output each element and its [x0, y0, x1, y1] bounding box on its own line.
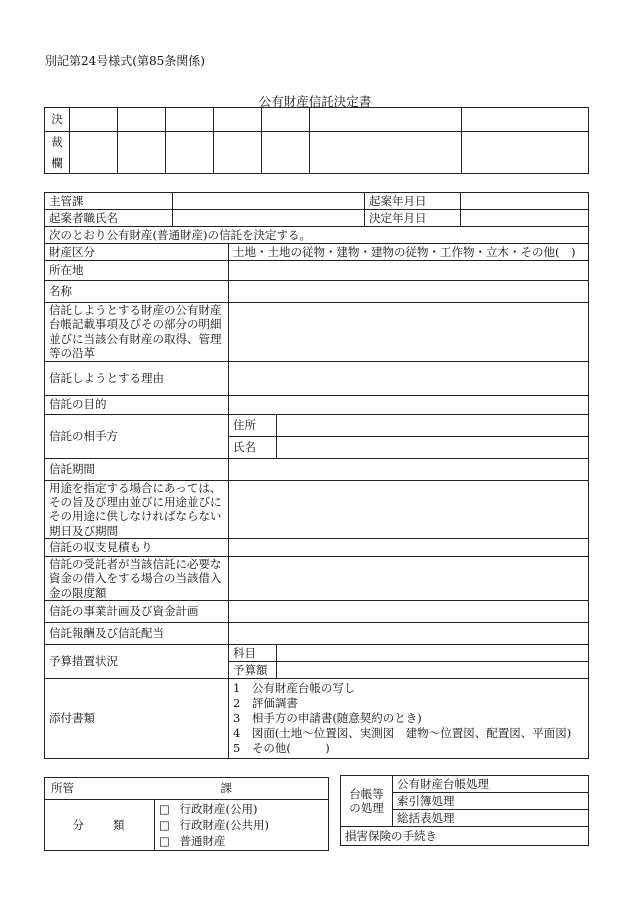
approval-label-char: 決	[45, 108, 70, 132]
document-title: 公有財産信託決定書	[258, 94, 372, 109]
decision-date-value[interactable]	[461, 210, 589, 227]
option-public-facility[interactable]: □ 行政財産(公共用)	[159, 818, 270, 832]
approval-cell[interactable]	[118, 108, 166, 132]
attachment-item: 4 図面(土地～位置図、実測図 建物～位置図、配置図、平面図)	[233, 726, 572, 741]
option-general-property[interactable]: □ 普通財産	[159, 834, 226, 848]
amount-value[interactable]	[277, 662, 589, 679]
dept-value[interactable]	[173, 193, 365, 210]
attach-label: 添付書類	[45, 679, 229, 759]
classification-options	[155, 800, 329, 851]
approval-cell[interactable]	[214, 108, 262, 132]
approval-table	[44, 107, 589, 174]
period-value[interactable]	[229, 458, 589, 480]
reason-label: 信託しようとする理由	[45, 361, 229, 395]
ledger-value[interactable]	[229, 303, 589, 362]
insurance-label: 損害保険の手続き	[341, 827, 589, 846]
location-label: 所在地	[45, 261, 229, 281]
counterparty-label: 信託の相手方	[45, 414, 229, 458]
name-label: 名称	[45, 281, 229, 303]
classification-table	[44, 777, 329, 851]
loan-value[interactable]	[229, 557, 589, 601]
balance-value[interactable]	[229, 539, 589, 557]
checkbox-icon[interactable]: □	[159, 834, 170, 848]
ledger-item: 公有財産台帳処理	[393, 776, 589, 793]
checkbox-icon[interactable]: □	[159, 802, 170, 816]
approval-cell[interactable]	[262, 108, 310, 132]
attachment-item: 2 評価調書	[233, 696, 298, 711]
drafter-value[interactable]	[173, 210, 365, 227]
ledger-processing-label: 台帳等の処理	[341, 776, 393, 827]
approval-cell[interactable]	[310, 108, 462, 132]
approval-cell[interactable]	[70, 132, 118, 174]
section-label: 課	[220, 781, 232, 796]
form-number-label: 別記第24号様式(第85条関係)	[45, 54, 205, 68]
purpose-label: 信託の目的	[45, 395, 229, 414]
reason-value[interactable]	[229, 361, 589, 395]
attachment-item: 5 その他( )	[233, 741, 330, 756]
plan-label: 信託の事業計画及び資金計画	[45, 601, 229, 623]
dept-label: 主管課	[45, 193, 173, 210]
approval-cell[interactable]	[462, 108, 589, 132]
approval-label-char: 欄	[45, 153, 70, 174]
jurisdiction-row	[45, 778, 329, 800]
usage-label: 用途を指定する場合にあっては、その旨及び理由並びに用途並びにその用途に供しなければならない期日及び期間	[45, 480, 229, 539]
attachment-item: 3 相手方の申請書(随意契約のとき)	[233, 711, 422, 726]
person-name-value[interactable]	[277, 436, 589, 458]
amount-label: 予算額	[229, 662, 277, 679]
ledger-processing-table	[340, 775, 589, 846]
approval-cell[interactable]	[214, 132, 262, 174]
location-value[interactable]	[229, 261, 589, 281]
approval-cell[interactable]	[310, 132, 462, 174]
approval-label-char: 裁	[45, 132, 70, 153]
decision-date-label: 決定年月日	[365, 210, 461, 227]
balance-label: 信託の収支見積もり	[45, 539, 229, 557]
jurisdiction-label: 所管	[51, 781, 74, 796]
drafter-label: 起案者職氏名	[45, 210, 173, 227]
account-value[interactable]	[277, 645, 589, 662]
ledger-label: 信託しようとする財産の公有財産台帳記載事項及びその部分の明細並びに当該公有財産の取得、管理等の沿革	[45, 303, 229, 362]
draft-date-value[interactable]	[461, 193, 589, 210]
ledger-item: 総括表処理	[393, 810, 589, 827]
ledger-item: 索引簿処理	[393, 793, 589, 810]
name-value[interactable]	[229, 281, 589, 303]
plan-value[interactable]	[229, 601, 589, 623]
account-label: 科目	[229, 645, 277, 662]
person-name-label: 氏名	[229, 436, 277, 458]
usage-value[interactable]	[229, 480, 589, 539]
decision-statement: 次のとおり公有財産(普通財産)の信託を決定する。	[45, 227, 589, 244]
budget-label: 予算措置状況	[45, 645, 229, 679]
approval-cell[interactable]	[462, 132, 589, 174]
draft-date-label: 起案年月日	[365, 193, 461, 210]
attachment-item: 1 公有財産台帳の写し	[233, 681, 356, 696]
approval-cell[interactable]	[70, 108, 118, 132]
approval-cell[interactable]	[166, 108, 214, 132]
approval-cell[interactable]	[262, 132, 310, 174]
approval-cell[interactable]	[118, 132, 166, 174]
fee-value[interactable]	[229, 623, 589, 645]
property-type-value: 土地・土地の従物・建物・建物の従物・工作物・立木・その他( )	[229, 244, 589, 261]
period-label: 信託期間	[45, 458, 229, 480]
property-type-label: 財産区分	[45, 244, 229, 261]
main-form-table	[44, 192, 589, 759]
option-public-use[interactable]: □ 行政財産(公用)	[159, 802, 258, 816]
attachment-list	[229, 679, 589, 759]
purpose-value[interactable]	[229, 395, 589, 414]
fee-label: 信託報酬及び信託配当	[45, 623, 229, 645]
classification-label: 分 類	[45, 800, 155, 851]
address-value[interactable]	[277, 414, 589, 436]
checkbox-icon[interactable]: □	[159, 818, 170, 832]
loan-label: 信託の受託者が当該信託に必要な資金の借入をする場合の当該借入金の限度額	[45, 557, 229, 601]
address-label: 住所	[229, 414, 277, 436]
approval-cell[interactable]	[166, 132, 214, 174]
